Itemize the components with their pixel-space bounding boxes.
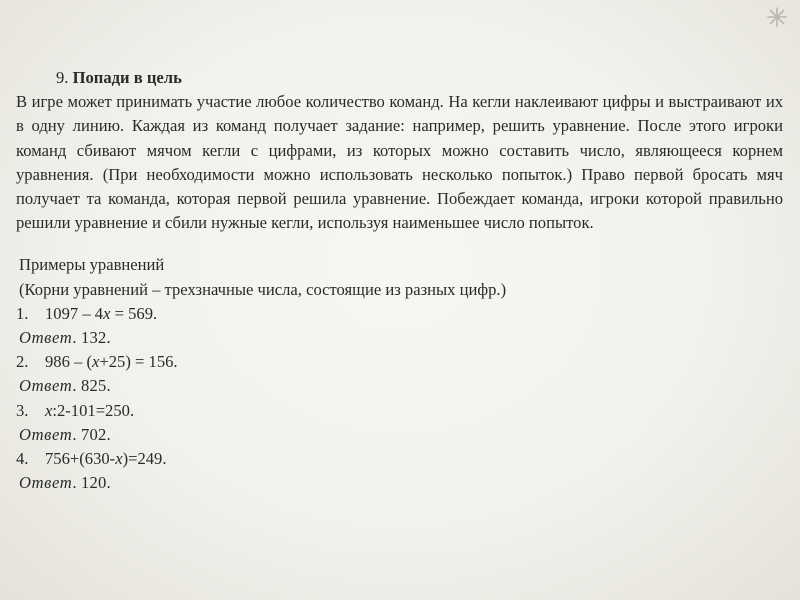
item-number: 3. <box>16 400 29 420</box>
answer-label: Ответ <box>19 328 73 348</box>
answer-value: . 825. <box>72 376 111 396</box>
answer-line <box>16 374 783 398</box>
game-heading <box>16 66 783 90</box>
equation-variable: x <box>92 352 100 372</box>
equation-variable: x <box>115 449 123 469</box>
equation-item <box>16 350 783 374</box>
examples-title: Примеры уравнений <box>19 255 165 275</box>
item-number: 1. <box>16 303 29 323</box>
equation-variable: x <box>45 400 53 420</box>
answer-line <box>16 471 783 495</box>
heading-title: Попади в цель <box>72 68 182 87</box>
answer-label: Ответ <box>19 473 73 493</box>
equation-variable: x <box>103 303 111 323</box>
item-number: 4. <box>16 449 29 469</box>
equation-text: )=249. <box>122 449 167 469</box>
equation-text: 1097 – 4 <box>45 303 104 323</box>
answer-line <box>16 423 783 447</box>
equation-text: 986 – ( <box>45 352 93 372</box>
item-number: 2. <box>16 352 29 372</box>
examples-note: (Корни уравнений – трехзначные числа, состоящие из разных цифр.) <box>19 279 507 299</box>
equation-text: +25) = 156. <box>99 352 178 372</box>
equation-item <box>16 399 783 423</box>
answer-label: Ответ <box>19 424 73 444</box>
game-description: В игре может принимать участие любое количество команд. На кегли наклеивают цифры и выстраивают их в одну линию. Каждая из команд получает задание: например, решить уравнение. После этого игроки команд сбивают мячом кегли с цифрами, из которых можно составить число, являющееся корнем уравнения. (При необходимости можно использовать несколько попыток.) Право первой бросать мяч получает та команда, которая первой решила уравнение. Побеждает команда, игроки которой правильно решили уравнение и сбили нужные кегли, используя наименьшее число попыток. <box>16 92 783 233</box>
answer-value: . 702. <box>72 424 111 444</box>
answer-line <box>16 326 783 350</box>
equation-text: = 569. <box>110 303 158 323</box>
equation-text: 756+(630- <box>45 449 116 469</box>
decorative-spark-icon <box>766 6 788 28</box>
answer-value: . 132. <box>72 328 111 348</box>
equation-text: :2-101=250. <box>52 400 135 420</box>
answer-value: . 120. <box>72 473 111 493</box>
equation-item <box>16 447 783 471</box>
spacer <box>16 235 783 253</box>
slide-content <box>16 66 783 495</box>
answer-label: Ответ <box>19 376 73 396</box>
heading-number: 9. <box>56 68 73 87</box>
equation-item <box>16 302 783 326</box>
